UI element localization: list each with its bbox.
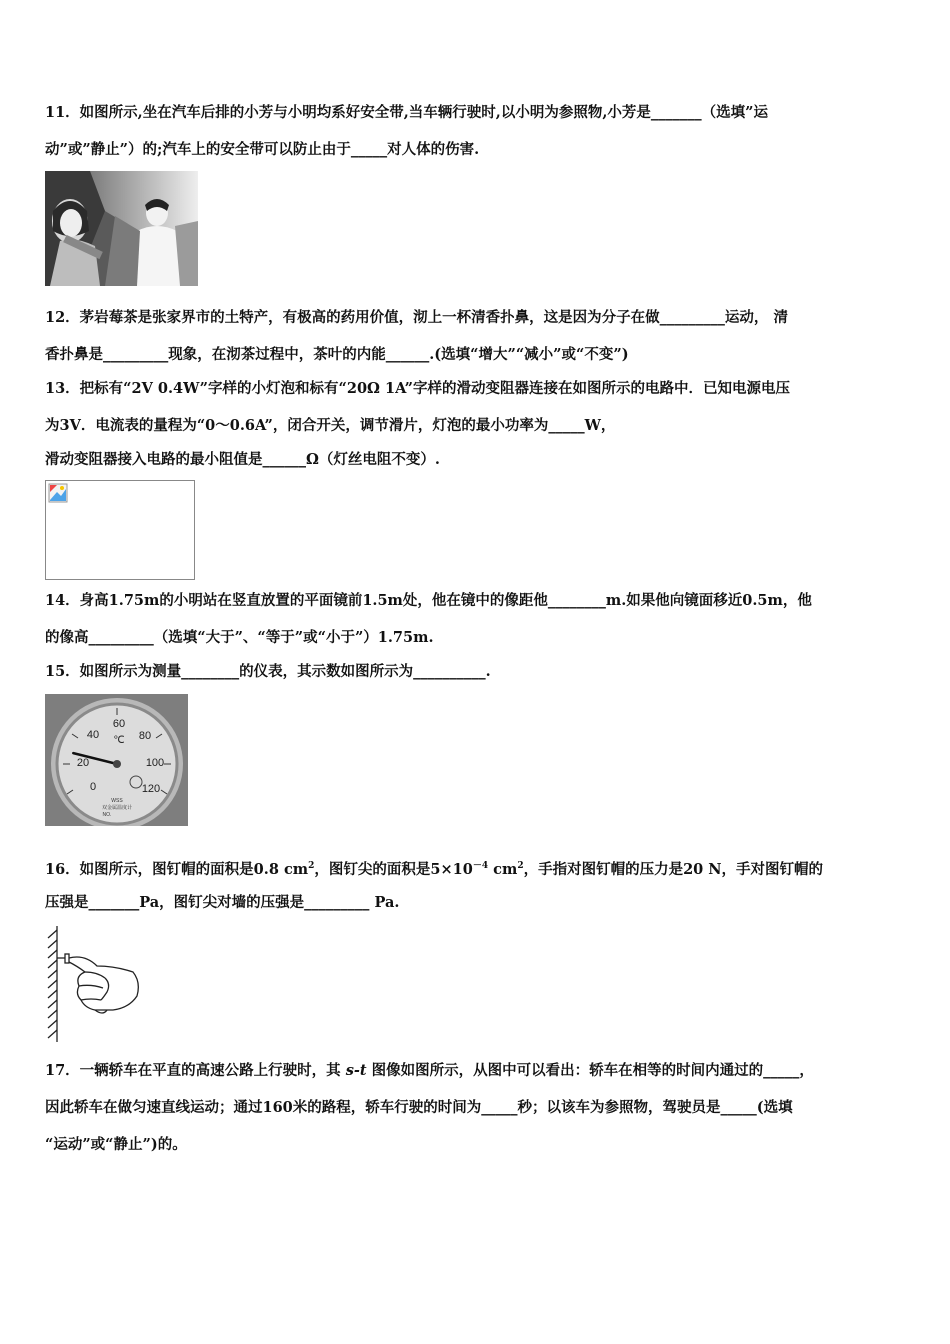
q13-line-2: 为3V．电流表的量程为“0～0.6A”，闭合开关，调节滑片，灯泡的最小功率为_____W， xyxy=(45,417,616,434)
q12-line-2: 香扑鼻是_________现象，在沏茶过程中，茶叶的内能______.(选填“增大”“减小”或“不变”) xyxy=(45,346,629,363)
q11-line-1: 11．如图所示,坐在汽车后排的小芳与小明均系好安全带,当车辆行驶时,以小明为参照物,小芳是_______（选填”运 xyxy=(45,104,768,121)
q17-text-b: 图像如图所示，从图中可以看出：轿车在相等的时间内通过的_____， xyxy=(366,1062,814,1079)
q16-sup-exp: －4 xyxy=(472,861,489,871)
dial-label-120: 120 xyxy=(141,783,161,795)
q17-line-3: “运动”或“静止”)的。 xyxy=(45,1136,187,1153)
dial-serial-text: NO. xyxy=(102,812,112,818)
q16-line-1 xyxy=(45,856,823,880)
q16-sup-b: 2 xyxy=(517,861,524,871)
car-seatbelt-photo xyxy=(45,171,198,286)
q16-text-b: ，图钉尖的面积是5×10 xyxy=(314,860,473,878)
broken-image-placeholder xyxy=(45,480,195,580)
q16-text-c: cm xyxy=(488,860,518,878)
q17-line-2: 因此轿车在做匀速直线运动；通过160米的路程，轿车行驶的时间为_____秒；以该车为参照物，驾驶员是_____(选填 xyxy=(45,1099,793,1116)
q16-line-2: 压强是_______Pa，图钉尖对墙的压强是_________ Pa. xyxy=(45,894,400,911)
thermometer-dial-photo xyxy=(45,694,188,826)
dial-label-20: 20 xyxy=(76,757,90,769)
dial-label-40: 40 xyxy=(86,729,100,741)
dial-label-100: 100 xyxy=(145,757,165,769)
q17-text-a: 17．一辆轿车在平直的高速公路上行驶时，其 xyxy=(45,1062,346,1079)
q13-line-1: 13．把标有“2V 0.4W”字样的小灯泡和标有“20Ω 1A”字样的滑动变阻器连接在如图所示的电路中．已知电源电压 xyxy=(45,380,790,397)
q17-st-symbol: s-t xyxy=(345,1062,367,1079)
q14-line-2: 的像高_________（选填“大于”、“等于”或“小于”）1.75m. xyxy=(45,629,434,646)
dial-label-80: 80 xyxy=(138,730,152,742)
q13-line-3: 滑动变阻器接入电路的最小阻值是______Ω（灯丝电阻不变）. xyxy=(45,451,440,468)
q16-text-d: ，手指对图钉帽的压力是20 N，手对图钉帽的 xyxy=(523,860,824,878)
q12-line-1: 12．茅岩莓茶是张家界市的土特产，有极高的药用价值，沏上一杯清香扑鼻，这是因为分子在做_________运动， 清 xyxy=(45,309,788,326)
q15-line-1: 15．如图所示为测量________的仪表，其示数如图所示为__________. xyxy=(45,663,491,680)
q16-sup-a: 2 xyxy=(308,861,315,871)
dial-model-text: WSS xyxy=(111,798,123,804)
dial-label-60: 60 xyxy=(112,718,126,730)
q16-text-a: 16．如图所示，图钉帽的面积是0.8 cm xyxy=(45,860,309,878)
q11-line-2: 动”或”静止”）的;汽车上的安全带可以防止由于_____对人体的伤害. xyxy=(45,141,480,158)
q17-line-1 xyxy=(45,1061,814,1081)
broken-image-icon xyxy=(48,483,68,503)
dial-unit-label: ℃ xyxy=(113,735,125,746)
dial-pivot xyxy=(113,760,121,768)
thumbtack-hand-figure xyxy=(45,924,145,1044)
q14-line-1: 14．身高1.75m的小明站在竖直放置的平面镜前1.5m处，他在镜中的像距他________m.如果他向镜面移近0.5m，他 xyxy=(45,592,812,609)
dial-maker-text: 双金属温度计 xyxy=(101,805,133,811)
dial-label-0: 0 xyxy=(89,781,97,793)
